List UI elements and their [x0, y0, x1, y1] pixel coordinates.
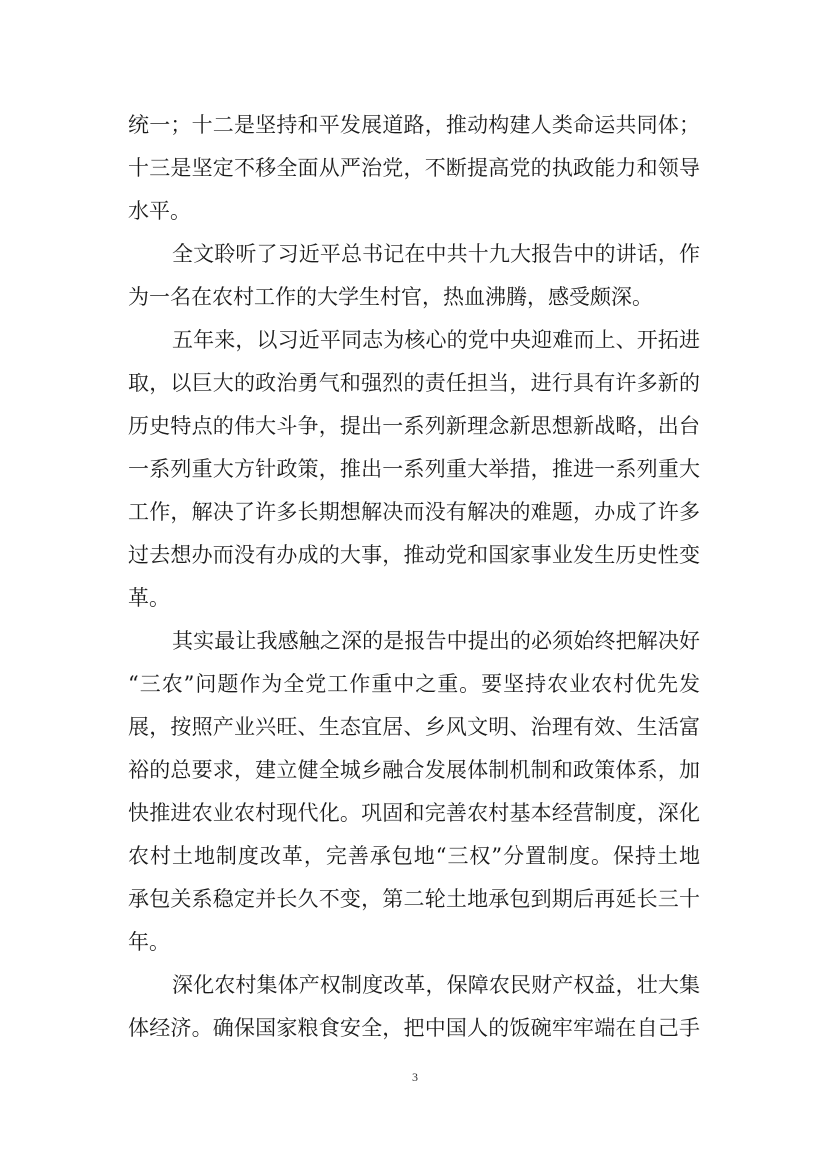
text-line: 一系列重大方针政策，推出一系列重大举措，推进一系列重大 [128, 457, 700, 481]
text-line: 其实最让我感触之深的是报告中提出的必须始终把解决好 [172, 629, 700, 653]
text-line: 工作，解决了许多长期想解决而没有解决的难题，办成了许多 [128, 500, 700, 524]
text-line: 为一名在农村工作的大学生村官，热血沸腾，感受颇深。 [128, 285, 653, 309]
text-line: 过去想办而没有办成的大事，推动党和国家事业发生历史性变 [128, 543, 700, 567]
text-line: 深化农村集体产权制度改革，保障农民财产权益，壮大集 [172, 973, 700, 997]
text-line: 革。 [128, 586, 170, 610]
text-line: 快推进农业农村现代化。巩固和完善农村基本经营制度，深化 [128, 801, 700, 825]
text-line: 五年来，以习近平同志为核心的党中央迎难而上、开拓进 [172, 328, 700, 352]
text-line: 全文聆听了习近平总书记在中共十九大报告中的讲话，作 [172, 242, 700, 266]
text-line: 历史特点的伟大斗争，提出一系列新理念新思想新战略，出台 [128, 414, 700, 438]
text-line: 农村土地制度改革，完善承包地“三权”分置制度。保持土地 [128, 844, 700, 868]
text-line: 承包关系稳定并长久不变，第二轮土地承包到期后再延长三十 [128, 887, 700, 911]
text-line: 统一；十二是坚持和平发展道路，推动构建人类命运共同体； [128, 113, 700, 137]
text-line: “三农”问题作为全党工作重中之重。要坚持农业农村优先发 [128, 672, 700, 696]
text-line: 水平。 [128, 199, 191, 223]
page-number: 3 [412, 1070, 418, 1084]
text-line: 体经济。确保国家粮食安全，把中国人的饭碗牢牢端在自己手 [128, 1016, 700, 1040]
text-line: 取，以巨大的政治勇气和强烈的责任担当，进行具有许多新的 [128, 371, 700, 395]
document-body [128, 104, 700, 1050]
text-line: 裕的总要求，建立健全城乡融合发展体制机制和政策体系，加 [128, 758, 700, 782]
text-line: 年。 [128, 930, 170, 954]
text-line: 十三是坚定不移全面从严治党，不断提高党的执政能力和领导 [128, 156, 700, 180]
text-line: 展，按照产业兴旺、生态宜居、乡风文明、治理有效、生活富 [128, 715, 700, 739]
